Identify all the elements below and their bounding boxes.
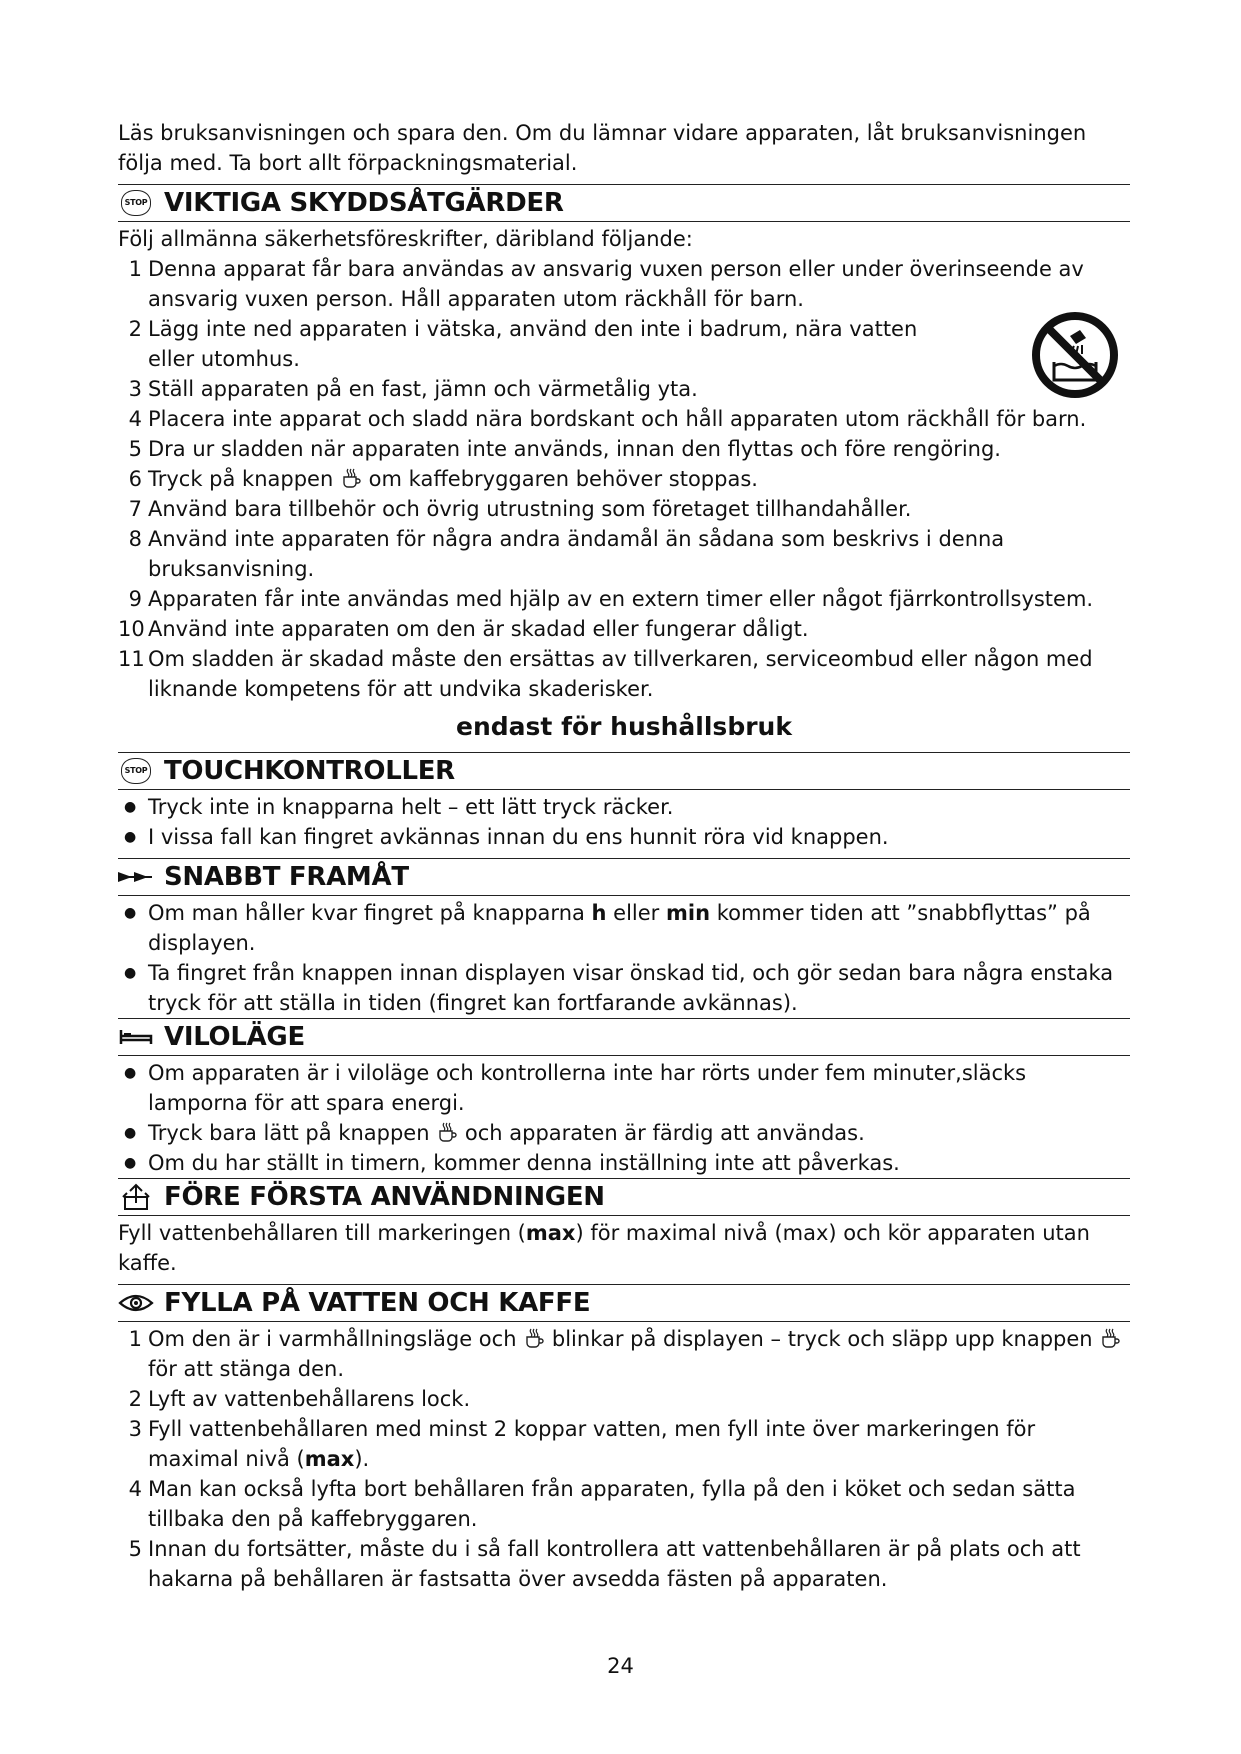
- touch-title: TOUCHKONTROLLER: [164, 756, 455, 786]
- list-item: 4 Man kan också lyfta bort behållaren från apparaten, fylla på den i köket och sedan sätta tillbaka den på kaffebryggaren.: [128, 1477, 1076, 1531]
- list-item: 5 Innan du fortsätter, måste du i så fall kontrollera att vattenbehållaren är på plats och att hakarna på behållaren är fastsatta över avsedda fästen på apparaten.: [128, 1537, 1081, 1591]
- list-item: 9 Apparaten får inte användas med hjälp av en extern timer eller något fjärrkontrollsystem.: [128, 587, 1094, 611]
- list-item: 7 Använd bara tillbehör och övrig utrustning som företaget tillhandahåller.: [128, 497, 912, 521]
- list-item: 8 Använd inte apparaten för några andra ändamål än sådana som beskrivs i denna bruksanvisning.: [128, 527, 1005, 581]
- list-item: ● Tryck bara lätt på knappen och apparaten är färdig att användas.: [118, 1118, 1130, 1148]
- rest-heading: [118, 1018, 1130, 1056]
- keep-warm-button-icon: [436, 1121, 458, 1143]
- fast-forward-icon: [118, 862, 154, 892]
- first-heading: [118, 1178, 1130, 1216]
- fill-heading: [118, 1284, 1130, 1322]
- box-icon: [118, 1182, 154, 1212]
- list-item: ● I vissa fall kan fingret avkännas innan du ens hunnit röra vid knappen.: [118, 822, 1130, 852]
- list-item: ● Om apparaten är i viloläge och kontrollerna inte har rörts under fem minuter,släcks lamporna för att spara energi.: [118, 1058, 1130, 1118]
- safety-heading: [118, 184, 1130, 222]
- list-item: 10 Använd inte apparaten om den är skadad eller fungerar dåligt.: [118, 617, 809, 641]
- fill-title: FYLLA PÅ VATTEN OCH KAFFE: [164, 1288, 591, 1318]
- safety-list: [118, 254, 1130, 704]
- rest-title: VILOLÄGE: [164, 1022, 305, 1052]
- list-item: 5 Dra ur sladden när apparaten inte används, innan den flyttas och före rengöring.: [128, 437, 1001, 461]
- list-item: 1 Om den är i varmhållningsläge och blinkar på displayen – tryck och släpp upp knappen för att stänga den.: [118, 1324, 1130, 1384]
- safety-lead: Följ allmänna säkerhetsföreskrifter, däribland följande:: [118, 227, 693, 251]
- list-item: 11 Om sladden är skadad måste den ersättas av tillverkaren, serviceombud eller någon med liknande kompetens för att undvika skaderisker.: [118, 647, 1093, 701]
- list-item: ● Tryck inte in knapparna helt – ett lätt tryck räcker.: [118, 792, 1130, 822]
- keep-warm-button-icon: [1099, 1327, 1121, 1349]
- rest-list: [118, 1058, 1130, 1178]
- stop-icon-label: STOP: [121, 758, 151, 784]
- first-text: Fyll vattenbehållaren till markeringen (max) för maximal nivå (max) och kör apparaten utan kaffe.: [118, 1221, 1090, 1275]
- list-item: 6 Tryck på knappen om kaffebryggaren behöver stoppas.: [128, 467, 758, 491]
- list-item: 2 Lyft av vattenbehållarens lock.: [128, 1387, 471, 1411]
- fill-list: [118, 1324, 1130, 1594]
- list-item: ● Om du har ställt in timern, kommer denna inställning inte att påverkas.: [118, 1148, 1130, 1178]
- touch-heading: [118, 752, 1130, 790]
- bed-icon: [118, 1022, 154, 1052]
- keep-warm-button-icon: [340, 467, 362, 489]
- list-item: 2 Lägg inte ned apparaten i vätska, använd den inte i badrum, nära vatten eller utomhus.: [128, 317, 918, 371]
- fast-list: [118, 898, 1130, 1018]
- list-item: 4 Placera inte apparat och sladd nära bordskant och håll apparaten utom räckhåll för barn.: [128, 407, 1087, 431]
- list-item: 3 Fyll vattenbehållaren med minst 2 koppar vatten, men fyll inte över markeringen för maximal nivå (max).: [128, 1417, 1036, 1471]
- fast-title: SNABBT FRAMÅT: [164, 862, 409, 892]
- list-item: ● Ta fingret från knappen innan displayen visar önskad tid, och gör sedan bara några enstaka tryck för att ställa in tiden (fingret kan fortfarande avkännas).: [118, 958, 1130, 1018]
- eye-icon: [118, 1288, 154, 1318]
- list-item: 1 Denna apparat får bara användas av ansvarig vuxen person eller under överinseende av ansvarig vuxen person. Håll apparaten utom räckhåll för barn.: [128, 257, 1084, 311]
- touch-list: [118, 792, 1130, 852]
- list-item: ● Om man håller kvar fingret på knapparna h eller min kommer tiden att ”snabbflyttas” på displayen.: [118, 898, 1130, 958]
- safety-title: VIKTIGA SKYDDSÅTGÄRDER: [164, 188, 564, 218]
- no-water-icon: [1030, 310, 1120, 400]
- stop-icon-label: STOP: [121, 190, 151, 216]
- keep-warm-button-icon: [523, 1327, 545, 1349]
- household-note: endast för hushållsbruk: [456, 712, 792, 741]
- fast-heading: [118, 858, 1130, 896]
- page-number: 24: [607, 1654, 634, 1678]
- manual-page: [118, 118, 1130, 1594]
- stop-icon: [118, 188, 154, 218]
- first-title: FÖRE FÖRSTA ANVÄNDNINGEN: [164, 1182, 605, 1212]
- intro-text: Läs bruksanvisningen och spara den. Om du lämnar vidare apparaten, låt bruksanvisningen följa med. Ta bort allt förpackningsmaterial.: [118, 121, 1087, 175]
- list-item: 3 Ställ apparaten på en fast, jämn och värmetålig yta.: [128, 377, 698, 401]
- stop-icon: [118, 756, 154, 786]
